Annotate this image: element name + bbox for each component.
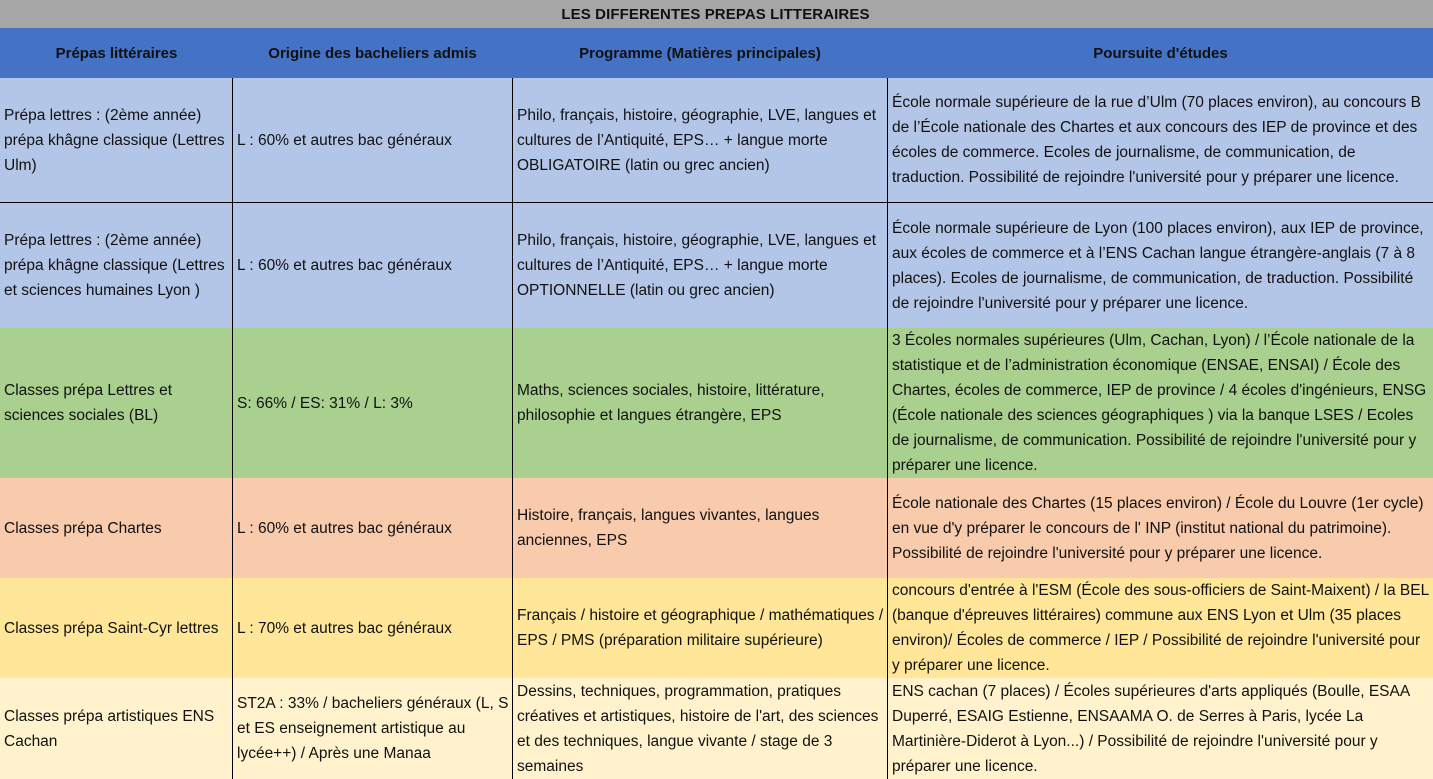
column-header-programme[interactable]: Programme (Matières principales)	[512, 28, 887, 78]
cell-prepa[interactable]: Classes prépa artistiques ENS Cachan	[0, 678, 232, 779]
cell-origine[interactable]: L : 60% et autres bac généraux	[232, 203, 512, 328]
table-title[interactable]: LES DIFFERENTES PREPAS LITTERAIRES	[0, 0, 1433, 28]
cell-prepa[interactable]: Classes prépa Lettres et sciences sociales (BL)	[0, 328, 232, 478]
cell-origine[interactable]: L : 70% et autres bac généraux	[232, 578, 512, 678]
cell-programme[interactable]: Français / histoire et géographique / mathématiques / EPS / PMS (préparation militaire supérieure)	[512, 578, 887, 678]
cell-origine[interactable]: S: 66% / ES: 31% / L: 3%	[232, 328, 512, 478]
prepas-table	[0, 28, 1433, 779]
cell-poursuite[interactable]: École normale supérieure de Lyon (100 places environ), aux IEP de province, aux écoles de commerce et à l’ENS Cachan langue étrangère-anglais (7 à 8 places). Ecoles de journalisme, de communication, de traduction. Possibilité de rejoindre l'université pour y préparer une licence.	[887, 203, 1433, 328]
cell-prepa[interactable]: Classes prépa Chartes	[0, 478, 232, 578]
cell-poursuite[interactable]: École normale supérieure de la rue d’Ulm (70 places environ), au concours B de l’École nationale des Chartes et aux concours des IEP de province et des écoles de commerce. Ecoles de journalisme, de communication, de traduction. Possibilité de rejoindre l'université pour y préparer une licence.	[887, 78, 1433, 203]
cell-poursuite[interactable]: École nationale des Chartes (15 places environ) / École du Louvre (1er cycle) en vue d'y préparer le concours de l' INP (institut national du patrimoine). Possibilité de rejoindre l'université pour y préparer une licence.	[887, 478, 1433, 578]
cell-prepa[interactable]: Prépa lettres : (2ème année) prépa khâgne classique (Lettres Ulm)	[0, 78, 232, 203]
cell-poursuite[interactable]: concours d'entrée à l'ESM (École des sous-officiers de Saint-Maixent) / la BEL (banque d'épreuves littéraires) commune aux ENS Lyon et Ulm (35 places environ)/ Écoles de commerce / IEP / Possibilité de rejoindre l'université pour y préparer une licence.	[887, 578, 1433, 678]
cell-programme[interactable]: Dessins, techniques, programmation, pratiques créatives et artistiques, histoire de l'art, des sciences et des techniques, langue vivante / stage de 3 semaines	[512, 678, 887, 779]
cell-programme[interactable]: Histoire, français, langues vivantes, langues anciennes, EPS	[512, 478, 887, 578]
cell-origine[interactable]: L : 60% et autres bac généraux	[232, 78, 512, 203]
cell-prepa[interactable]: Prépa lettres : (2ème année) prépa khâgne classique (Lettres et sciences humaines Lyon )	[0, 203, 232, 328]
cell-programme[interactable]: Philo, français, histoire, géographie, LVE, langues et cultures de l’Antiquité, EPS… + langue morte OPTIONNELLE (latin ou grec ancien)	[512, 203, 887, 328]
column-header-origine[interactable]: Origine des bacheliers admis	[232, 28, 512, 78]
column-header-poursuite[interactable]: Poursuite d'études	[887, 28, 1433, 78]
cell-poursuite[interactable]: 3 Écoles normales supérieures (Ulm, Cachan, Lyon) / l’École nationale de la statistique et de l’administration économique (ENSAE, ENSAI) / École des Chartes, écoles de commerce, IEP de province / 4 écoles d'ingénieurs, ENSG (École nationale des sciences géographiques ) via la banque LSES / Ecoles de journalisme, de communication. Possibilité de rejoindre l'université pour y préparer une licence.	[887, 328, 1433, 478]
cell-programme[interactable]: Maths, sciences sociales, histoire, littérature, philosophie et langues étrangère, EPS	[512, 328, 887, 478]
cell-programme[interactable]: Philo, français, histoire, géographie, LVE, langues et cultures de l’Antiquité, EPS… + langue morte OBLIGATOIRE (latin ou grec ancien)	[512, 78, 887, 203]
cell-origine[interactable]: ST2A : 33% / bacheliers généraux (L, S et ES enseignement artistique au lycée++) / Après une Manaa	[232, 678, 512, 779]
cell-poursuite[interactable]: ENS cachan (7 places) / Écoles supérieures d'arts appliqués (Boulle, ESAA Duperré, ESAIG Estienne, ENSAAMA O. de Serres à Paris, lycée La Martinière-Diderot à Lyon...) / Possibilité de rejoindre l'université pour y préparer une licence.	[887, 678, 1433, 779]
cell-origine[interactable]: L : 60% et autres bac généraux	[232, 478, 512, 578]
cell-prepa[interactable]: Classes prépa Saint-Cyr lettres	[0, 578, 232, 678]
column-header-prepas[interactable]: Prépas littéraires	[0, 28, 232, 78]
